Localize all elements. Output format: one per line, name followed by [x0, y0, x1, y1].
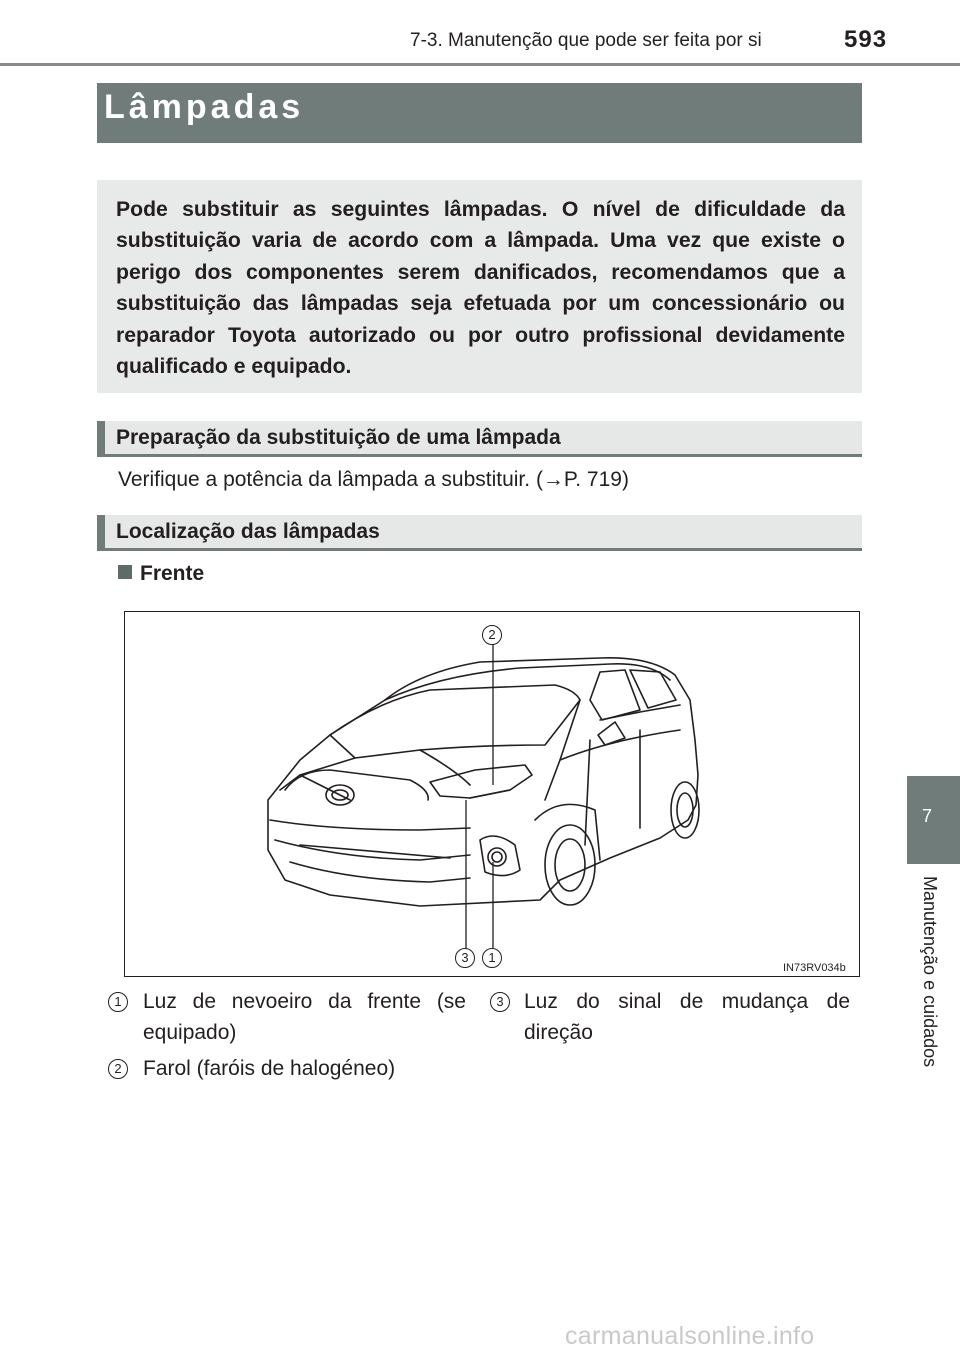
callout-2-marker: 2 — [482, 625, 502, 645]
legend-2-text: Farol (faróis de halogéneo) — [143, 1057, 396, 1080]
watermark: carmanualsonline.info — [565, 1322, 815, 1350]
legend-3-number: 3 — [490, 992, 510, 1012]
legend-2-number: 2 — [108, 1059, 128, 1079]
figure-code: IN73RV034b — [783, 962, 846, 974]
subheading-front — [118, 562, 204, 586]
running-header-section: 7-3. Manutenção que pode ser feita por si — [410, 30, 762, 51]
page-number: 593 — [844, 26, 888, 53]
header-rule — [0, 63, 960, 66]
chapter-label: Manutenção e cuidados — [920, 876, 940, 1068]
callout-1-marker: 1 — [482, 948, 502, 968]
section-heading-location: Localização das lâmpadas — [116, 520, 380, 543]
section-marker — [97, 515, 105, 551]
legend-1-text: Luz de nevoeiro da frente (se equipado) — [143, 990, 466, 1044]
subheading-front-label: Frente — [140, 562, 205, 585]
page-title: Lâmpadas — [104, 88, 305, 126]
chapter-number: 7 — [922, 806, 933, 826]
car-illustration — [124, 611, 860, 977]
callout-3-marker: 3 — [455, 948, 475, 968]
square-bullet-icon — [118, 565, 132, 579]
legend-1-number: 1 — [108, 992, 128, 1012]
section-body-preparation: Verifique a potência da lâmpada a substituir. (→P. 719) — [118, 468, 629, 491]
section-heading-preparation: Preparação da substituição de uma lâmpada — [116, 426, 561, 449]
section-marker — [97, 421, 105, 457]
intro-paragraph: Pode substituir as seguintes lâmpadas. O nível de dificuldade da substituição varia de acordo com a lâmpada. Uma vez que existe o perigo dos componentes serem danificados, recomendamos que a substituição das lâmpadas seja efetuada por um concessionário ou reparador Toyota autorizado ou por outro profissional devidamente qualificado e equipado. — [116, 198, 845, 379]
legend-3-text: Luz do sinal de mudança de direção — [524, 990, 850, 1044]
chapter-tab — [907, 776, 960, 864]
car-figure — [124, 611, 860, 977]
